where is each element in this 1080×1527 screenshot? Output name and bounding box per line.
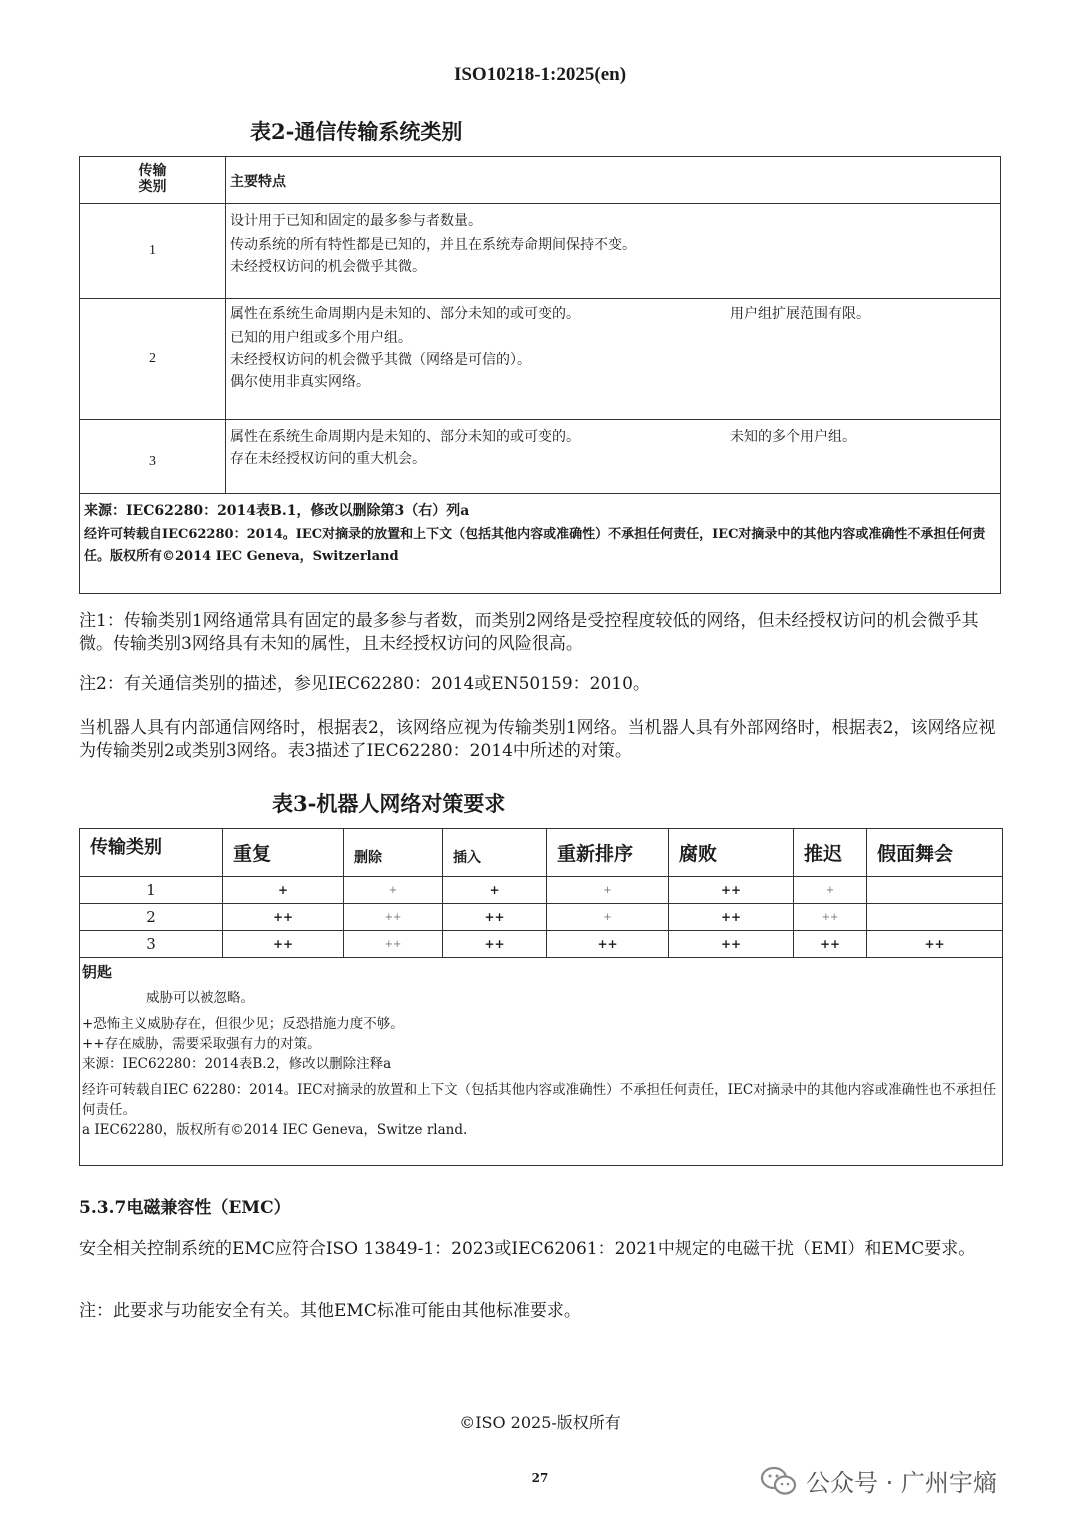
table3-cell: ++: [794, 931, 867, 958]
table3-cell: ++: [794, 904, 867, 931]
legend-line: 来源：IEC62280：2014表B.2，修改以删除注释a: [82, 1056, 392, 1072]
feature-line: 已知的用户组或多个用户组。: [230, 330, 412, 346]
feature-line: [230, 426, 996, 448]
table2-header-category-line2: 类别: [138, 179, 167, 195]
table3-category-cell: 1: [80, 877, 223, 904]
legend-line: +恐怖主义威胁存在，但很少见；反恐措施力度不够。: [82, 1016, 404, 1032]
table2-header-features: 主要特点: [226, 157, 1001, 204]
table3-header: 重新排序: [547, 829, 669, 877]
feature-col-a: 属性在系统生命周期内是未知的、部分未知的或可变的。: [230, 429, 580, 445]
table2-permission: 经许可转载自IEC62280：2014。IEC对摘录的放置和上下文（包括其他内容或准确性）不承担任何责任，IEC对摘录中的其他内容或准确性不承担任何责任。版权所有©2014 IEC Geneva，Switzerland: [84, 527, 986, 564]
table3-cell: ++: [669, 877, 794, 904]
table3-cell: ++: [547, 931, 669, 958]
page-number: 27: [531, 1471, 549, 1485]
table3-caption: 表3-机器人网络对策要求: [272, 791, 506, 816]
table-row: [80, 204, 1001, 299]
feature-line: [230, 303, 996, 325]
table3-category-cell: 2: [80, 904, 223, 931]
feature-col-b: 未知的多个用户组。: [730, 429, 856, 445]
table3-header: 重复: [223, 829, 344, 877]
table3-cell: ++: [669, 931, 794, 958]
table3-header: 删除: [344, 829, 443, 877]
table-row: [80, 299, 1001, 420]
table3-header: 传输类别: [80, 829, 223, 877]
table-row: [80, 931, 1003, 958]
table3-cell: ++: [443, 931, 547, 958]
table2-header-row: [80, 157, 1001, 204]
legend-line: 经许可转载自IEC 62280：2014。IEC对摘录的放置和上下文（包括其他内容或准确性）不承担任何责任，IEC对摘录中的其他内容或准确性也不承担任何责任。: [82, 1082, 997, 1118]
table3-cell: ++: [669, 904, 794, 931]
document-title: ISO10218-1:2025(en): [453, 64, 627, 85]
feature-line: 偶尔使用非真实网络。: [230, 374, 370, 390]
table3-cell: ++: [443, 904, 547, 931]
table2-header-category: [80, 157, 226, 204]
table2-category-cell: 2: [80, 299, 226, 420]
table-row: [80, 877, 1003, 904]
table3-header: 推迟: [794, 829, 867, 877]
watermark-text: 公众号 · 广州宇熵: [806, 1469, 997, 1497]
table3-category-cell: 3: [80, 931, 223, 958]
legend-line: ++存在威胁，需要采取强有力的对策。: [82, 1036, 321, 1052]
table3-cell: ++: [867, 931, 1003, 958]
table3-legend-cell: [80, 958, 1003, 1166]
table2-note-row: [80, 494, 1001, 594]
table3-cell: +: [547, 877, 669, 904]
table3-header: 插入: [443, 829, 547, 877]
table2-caption: 表2-通信传输系统类别: [250, 119, 463, 144]
table3: [79, 828, 1003, 1166]
emc-paragraph: 安全相关控制系统的EMC应符合ISO 13849-1：2023或IEC62061：2021中规定的电磁干扰（EMI）和EMC要求。: [79, 1239, 976, 1259]
table3-cell: ++: [223, 931, 344, 958]
table2: [79, 156, 1001, 594]
feature-line: 未经授权访问的机会微乎其微（网络是可信的）。: [230, 352, 531, 368]
legend-line: a IEC62280，版权所有©2014 IEC Geneva，Switze rland.: [82, 1122, 468, 1138]
table2-header-category-line1: 传输: [138, 163, 167, 179]
table-row: [80, 420, 1001, 494]
table3-cell: [867, 877, 1003, 904]
table3-cell: [867, 904, 1003, 931]
table3-cell: +: [344, 877, 443, 904]
table2-category-cell: 3: [80, 420, 226, 494]
note-2: 注2：有关通信类别的描述，参见IEC62280：2014或EN50159：2010。: [79, 674, 650, 694]
legend-title: 钥匙: [82, 963, 113, 981]
table2-features-cell: [226, 204, 1001, 299]
table3-header: 腐败: [669, 829, 794, 877]
table3-cell: +: [223, 877, 344, 904]
note-1: 注1：传输类别1网络通常具有固定的最多参与者数，而类别2网络是受控程度较低的网络，但未经授权访问的机会微乎其微。传输类别3网络具有未知的属性，且未经授权访问的风险很高。: [79, 611, 979, 654]
feature-col-b: 用户组扩展范围有限。: [730, 306, 870, 322]
feature-line: 未经授权访问的机会微乎其微。: [230, 259, 426, 275]
table2-features-cell: [226, 299, 1001, 420]
table-row: [80, 904, 1003, 931]
emc-note: 注：此要求与功能安全有关。其他EMC标准可能由其他标准要求。: [79, 1301, 581, 1321]
table3-legend-row: [80, 958, 1003, 1166]
table3-cell: +: [547, 904, 669, 931]
table3-cell: ++: [344, 904, 443, 931]
table3-cell: ++: [344, 931, 443, 958]
table3-cell: +: [794, 877, 867, 904]
wechat-logo-icon: [760, 1465, 798, 1497]
feature-line: 传动系统的所有特性都是已知的，并且在系统寿命期间保持不变。: [230, 237, 636, 253]
table3-header-row: [80, 829, 1003, 877]
wechat-watermark: [760, 1463, 997, 1498]
network-paragraph: 当机器人具有内部通信网络时，根据表2，该网络应视为传输类别1网络。当机器人具有外部网络时，根据表2，该网络应视为传输类别2或类别3网络。表3描述了IEC62280：2014中所述的对策。: [79, 718, 996, 761]
table2-source: 来源：IEC62280：2014表B.1，修改以删除第3（右）列a: [84, 503, 470, 519]
table3-header: 假面舞会: [867, 829, 1003, 877]
table2-category-cell: 1: [80, 204, 226, 299]
table2-features-cell: [226, 420, 1001, 494]
table3-cell: +: [443, 877, 547, 904]
table3-cell: ++: [223, 904, 344, 931]
legend-line: 威胁可以被忽略。: [146, 990, 254, 1006]
feature-col-a: 属性在系统生命周期内是未知的、部分未知的或可变的。: [230, 306, 580, 322]
feature-line: 存在未经授权访问的重大机会。: [230, 451, 426, 467]
table2-note-cell: [80, 494, 1001, 594]
section-heading: 5.3.7电磁兼容性（EMC）: [79, 1198, 291, 1218]
copyright-footer: ©ISO 2025-版权所有: [459, 1413, 621, 1432]
feature-line: 设计用于已知和固定的最多参与者数量。: [230, 213, 482, 229]
